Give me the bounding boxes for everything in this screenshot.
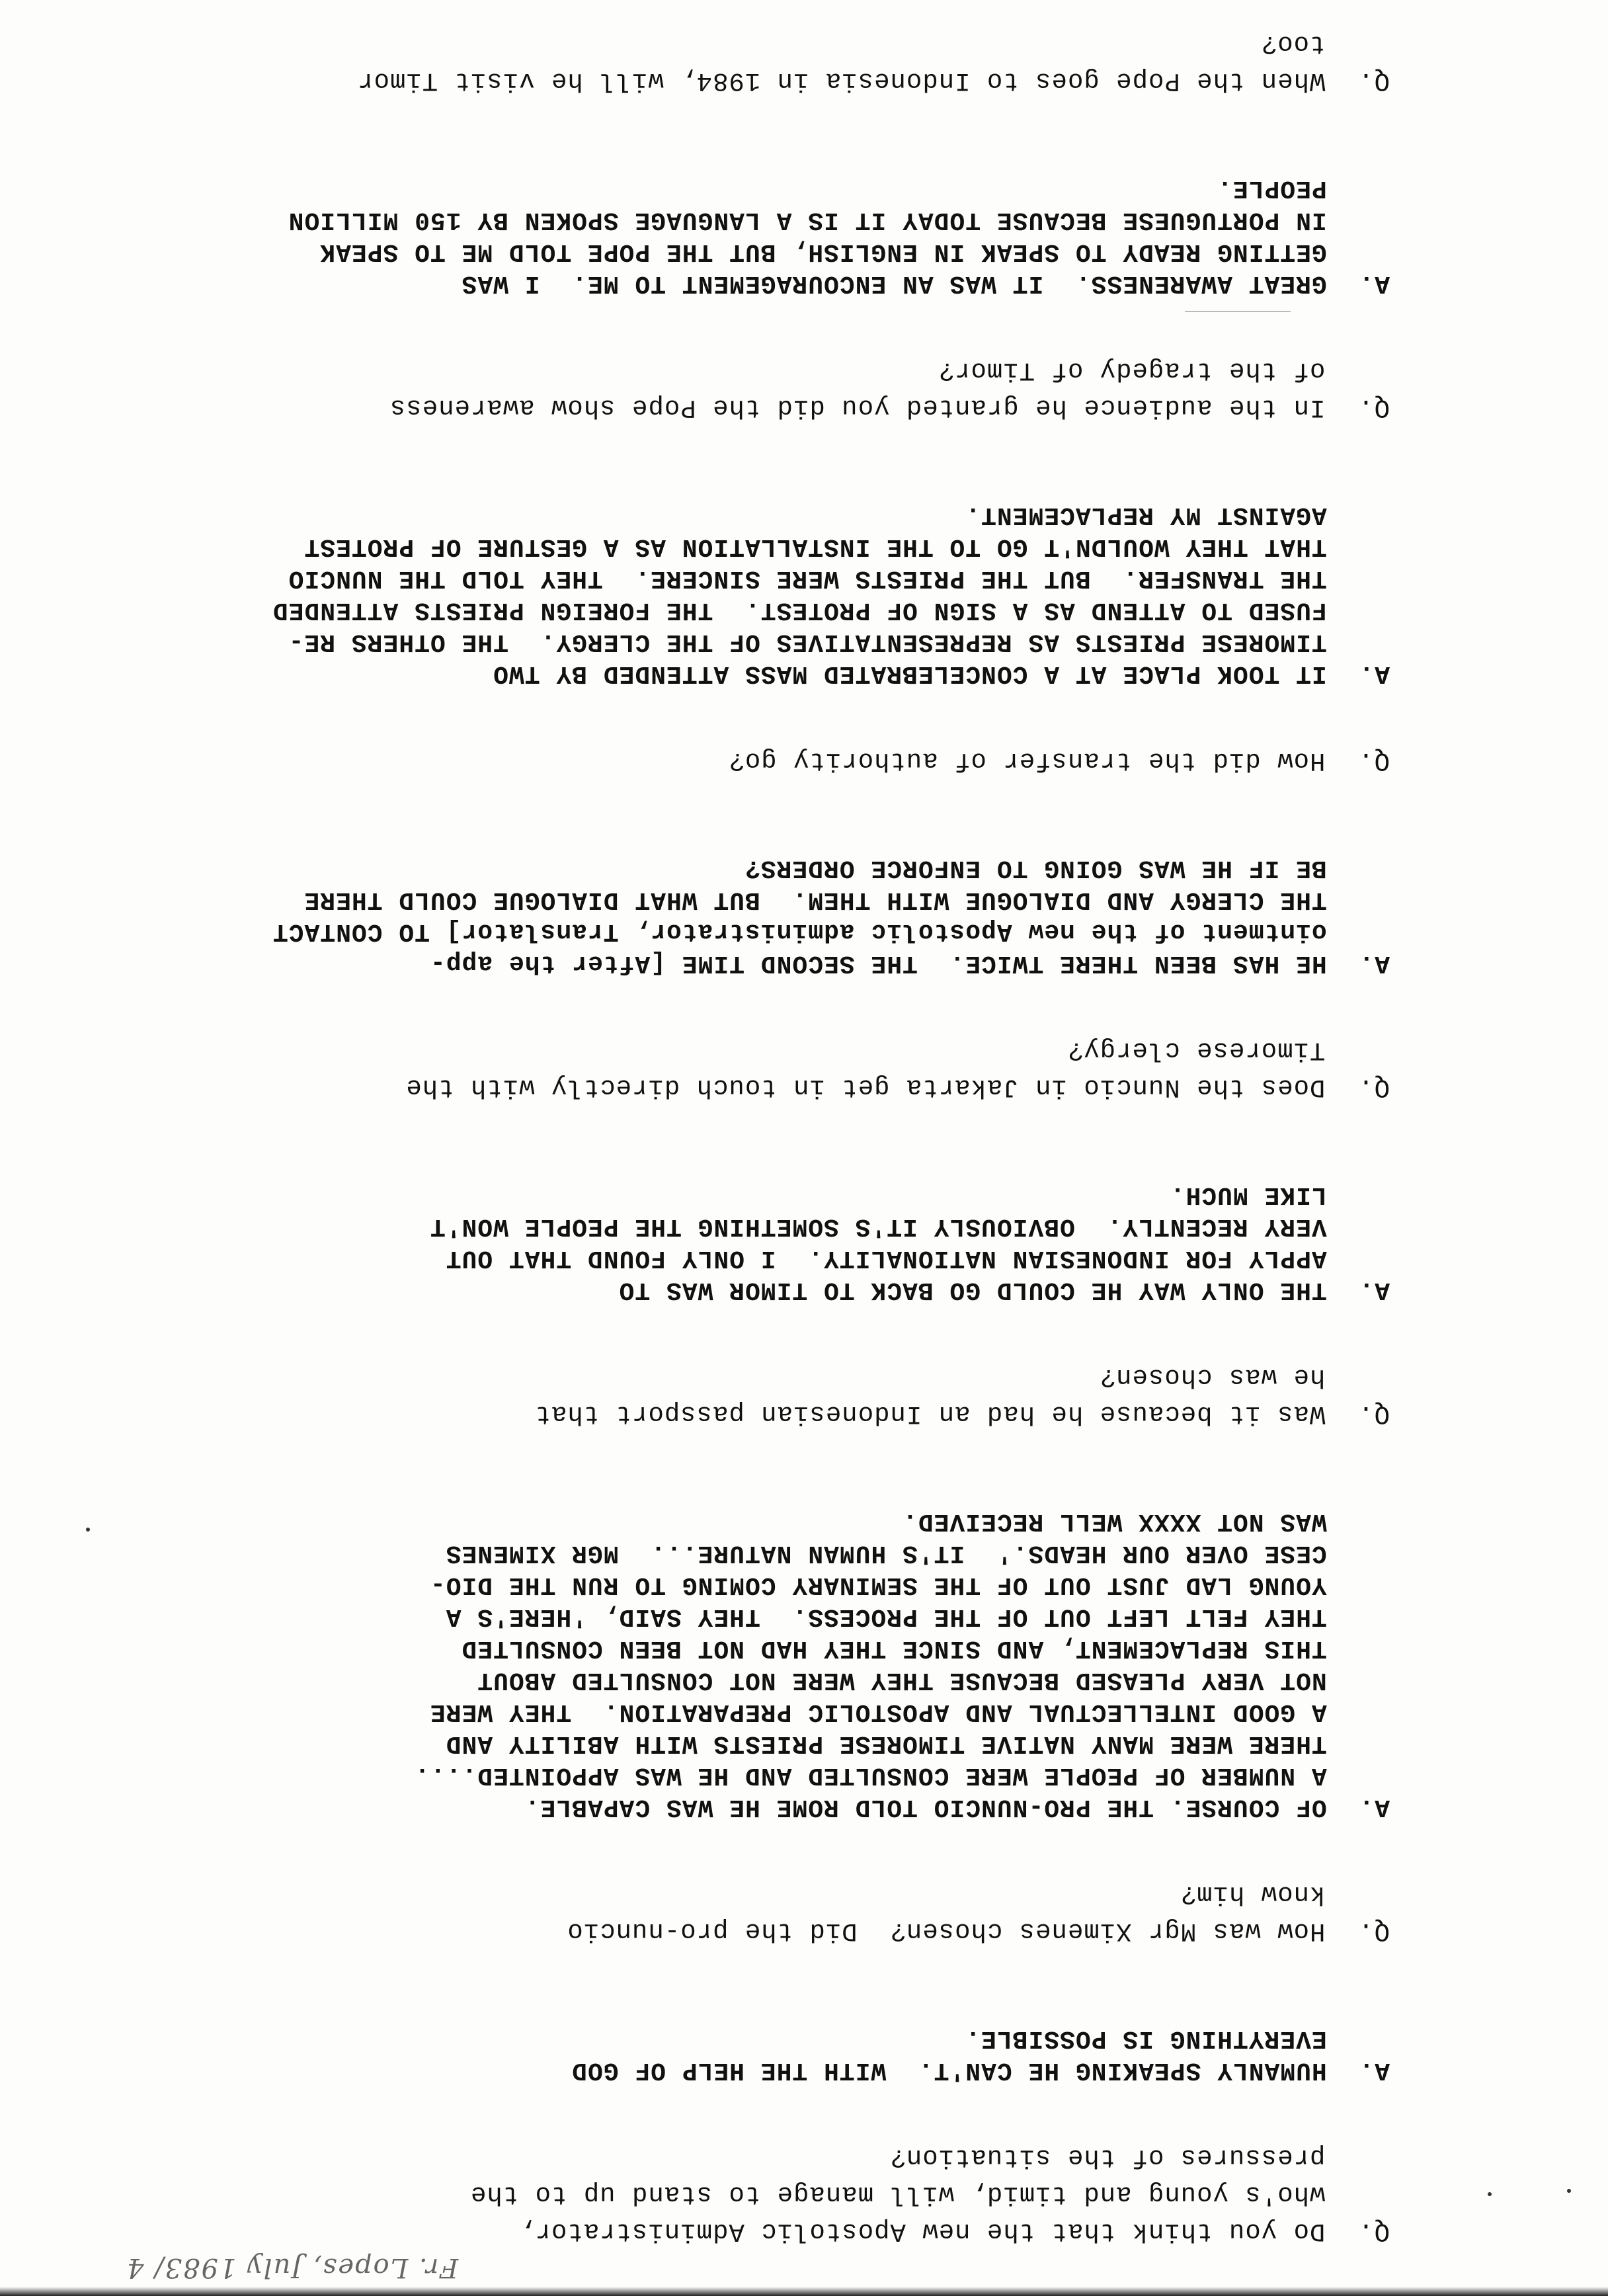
qa-entry: [134, 1178, 1390, 1432]
qa-entry: [134, 172, 1390, 426]
qa-entry: [134, 499, 1390, 779]
scan-speck: [86, 1528, 90, 1532]
question-text: Q. How was Mgr Ximenes chosen? Did the pro-nuncio know him?: [567, 1879, 1390, 1946]
qa-entry: [134, 1505, 1390, 1949]
qa-entry: [134, 2022, 1390, 2250]
scan-speck: [1488, 2192, 1492, 2196]
question-text: Q. Does the Nuncio in Jakarta get in touch directly with the Timorese clergy?: [405, 1036, 1390, 1102]
question-text: Q. When the Pope goes to Indonesia in 1984, will he visit Timor too?: [357, 29, 1390, 95]
question-text: Q. Was it because he had an Indonesian passport that he was chosen?: [534, 1362, 1390, 1428]
interview-transcript: [134, 0, 1390, 2250]
handwritten-header-note: Fr. Lopes, July 1983/ 4: [126, 2252, 459, 2283]
qa-entry: [134, 0, 1390, 99]
question-text: Q. How did the transfer of authority go?: [728, 746, 1390, 775]
answer-text: A. THE ONLY WAY HE COULD GO BACK TO TIMOR WAS TO APPLY FOR INDONESIAN NATIONALITY. I ONLY FOUND THAT OUT VERY RECENTLY. OBVIOUSLY IT'S SOMETHING THE PEOPLE WON'T LIKE MUCH.: [429, 1180, 1390, 1304]
scan-speck: [1567, 2189, 1571, 2193]
question-text: Q. Do you think that the new Apostolic Administrator, who's young and timid, will manage to stand up to the pressures of the situation?: [469, 2143, 1390, 2246]
question-text: Q. In the audience he granted you did the Pope show awareness of the tragedy of Timor?: [389, 356, 1390, 422]
qa-entry: [134, 852, 1390, 1106]
answer-text: A. IT TOOK PLACE AT A CONCELEBRATED MASS ATTENDED BY TWO TIMORESE PRIESTS AS REPRESENTATIVES OF THE CLERGY. THE OTHERS RE- FUSED TO ATTEND AS A SIGN OF PROTEST. THE FOREIGN PRIESTS ATTENDED THE TRANSFER. BUT THE PRIESTS WERE SINCERE. THEY TOLD THE NUNCIO THAT THEY WOULDN'T GO TO THE INSTALLATION AS A GESTURE OF PROTEST AGAINST MY REPLACEMENT.: [272, 501, 1390, 688]
answer-text: A. HUMANLY SPEAKING HE CAN'T. WITH THE HELP OF GOD EVERYTHING IS POSSIBLE.: [571, 2024, 1390, 2084]
answer-text: A. OF COURSE. THE PRO-NUNCIO TOLD ROME HE WAS CAPABLE. A NUMBER OF PEOPLE WERE CONSULTED AND HE WAS APPOINTED.... THERE WERE MANY NATIVE TIMORESE PRIESTS WITH ABILITY AND A GOOD INTELLECTUAL AND APOSTOLIC PREPARATION. THEY WERE NOT VERY PLEASED BECAUSE THEY WERE NOT CONSULTED ABOUT THIS REPLACEMENT, AND SINCE THEY HAD NOT BEEN CONSULTED THEY FELT LEFT OUT OF THE PROCESS. THEY SAID, 'HERE'S A YOUNG LAD JUST OUT OF THE SEMINARY COMING TO RUN THE DIO- CESE OVER OUR HEADS.' IT'S HUMAN NATURE... MGR XIMENES WAS NOT XXXX WELL RECEIVED.: [414, 1507, 1390, 1821]
scan-bottom-edge: [0, 2287, 1608, 2296]
stray-pencil-mark: [1185, 311, 1291, 312]
answer-text: A. GREAT AWARENESS. IT WAS AN ENCOURAGEMENT TO ME. I WAS GETTING READY TO SPEAK IN ENGLISH, BUT THE POPE TOLD ME TO SPEAK IN PORTUGUESE BECAUSE TODAY IT IS A LANGUAGE SPOKEN BY 150 MILLION PEOPLE.: [288, 174, 1390, 298]
answer-text: A. HE HAS BEEN THERE TWICE. THE SECOND TIME [After the app- ointment of the new Apostolic administrator, Translator] TO CONTACT THE CLERGY AND DIALOGUE WITH THEM. BUT WHAT DIALOGUE COULD THERE BE IF HE WAS GOING TO ENFORCE ORDERS?: [272, 854, 1390, 977]
